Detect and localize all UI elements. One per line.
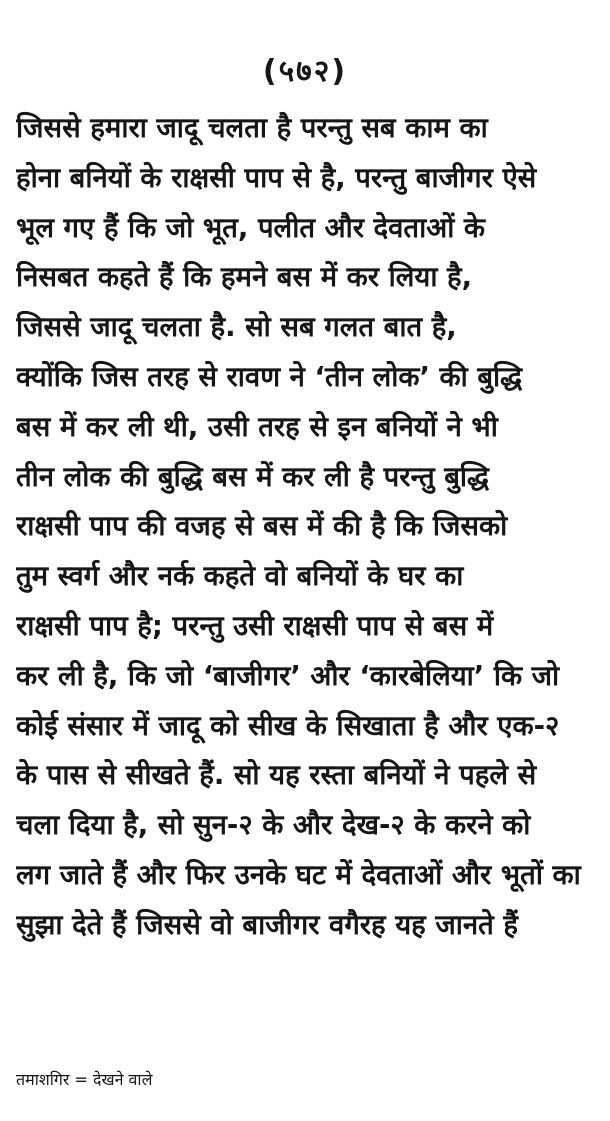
- text-line: कोई संसार में जादू को सीख के सिखाता है और एक-२: [16, 709, 560, 742]
- text-line: जिससे जादू चलता है. सो सब गलत बात है,: [16, 311, 457, 344]
- text-line: तुम स्वर्ग और नर्क कहते वो बनियों के घर का: [16, 560, 464, 593]
- footnote: तमाशगिर = देखने वाले: [16, 1070, 153, 1089]
- text-line: के पास से सीखते हैं. सो यह रस्ता बनियों ने पहले से: [16, 759, 537, 792]
- body-text: [16, 104, 600, 951]
- text-line: बस में कर ली थी, उसी तरह से इन बनियों ने भी: [16, 410, 498, 443]
- text-line: निसबत कहते हैं कि हमने बस में कर लिया है,: [16, 261, 473, 294]
- text-line: तीन लोक की बुद्धि बस में कर ली है परन्तु बुद्धि: [16, 460, 490, 493]
- text-line: होना बनियों के राक्षसी पाप से है, परन्तु बाजीगर ऐसे: [16, 161, 537, 194]
- text-line: कर ली है, कि जो ‘बाजीगर’ और ‘कारबेलिया’ कि जो: [16, 659, 560, 692]
- text-line: राक्षसी पाप है; परन्तु उसी राक्षसी पाप से बस में: [16, 609, 494, 642]
- text-line: राक्षसी पाप की वजह से बस में की है कि जिसको: [16, 510, 508, 543]
- text-line: लग जाते हैं और फिर उनके घट में देवताओं और भूतों का: [16, 858, 581, 891]
- text-line: क्योंकि जिस तरह से रावण ने ‘तीन लोक’ की बुद्धि: [16, 360, 523, 393]
- text-line: जिससे हमारा जादू चलता है परन्तु सब काम का: [16, 112, 488, 144]
- text-line: भूल गए हैं कि जो भूत, पलीत और देवताओं के: [16, 211, 486, 244]
- text-line: सुझा देते हैं जिससे वो बाजीगर वगैरह यह जानते हैं: [16, 908, 518, 941]
- page-number: (५७२): [262, 54, 348, 89]
- text-line: चला दिया है, सो सुन-२ के और देख-२ के करने को: [16, 809, 531, 842]
